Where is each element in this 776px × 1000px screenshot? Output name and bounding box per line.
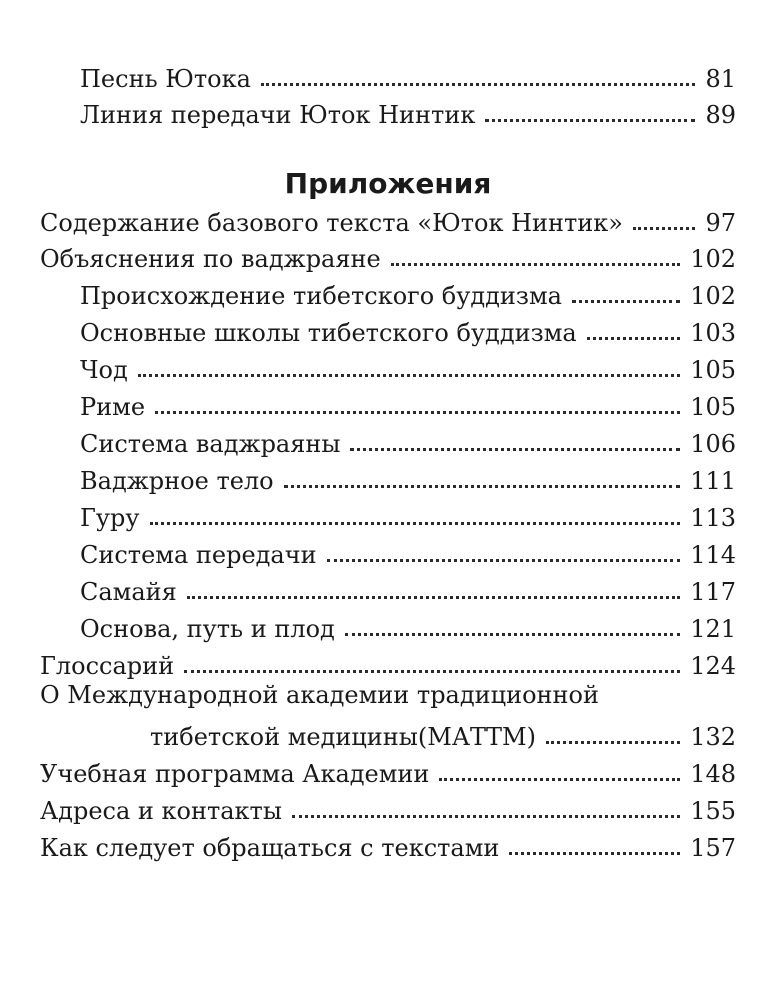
dot-leader — [587, 337, 681, 340]
toc-entry-page: 114 — [690, 541, 736, 569]
toc-entry-title: Система передачи — [80, 541, 317, 569]
toc-entry-page: 157 — [690, 834, 736, 862]
dot-leader — [155, 411, 680, 414]
toc-entry-page: 89 — [705, 101, 736, 129]
toc-entry-title: Чод — [80, 356, 128, 384]
toc-entry-page: 105 — [690, 356, 736, 384]
toc-entry — [40, 827, 736, 863]
dot-leader — [350, 448, 680, 451]
toc-entry-title: Основа, путь и плод — [80, 615, 335, 643]
toc-entry — [40, 202, 736, 238]
dot-leader — [345, 633, 680, 636]
toc-entry-page: 102 — [690, 282, 736, 310]
toc-entry-page: 155 — [690, 797, 736, 825]
toc-entry — [80, 58, 736, 94]
dot-leader — [284, 485, 681, 488]
dot-leader — [292, 815, 680, 818]
dot-leader — [150, 522, 681, 525]
toc-entry-title: Содержание базового текста «Юток Нинтик» — [40, 209, 623, 237]
toc-entry-page: 81 — [705, 65, 736, 93]
dot-leader — [485, 119, 695, 122]
toc-entry — [80, 312, 736, 348]
dot-leader — [391, 263, 680, 266]
toc-entry — [80, 608, 736, 644]
toc-entry — [40, 645, 736, 681]
toc-entry — [40, 790, 736, 826]
toc-entry-page: 113 — [690, 504, 736, 532]
toc-entry-title: Линия передачи Юток Нинтик — [80, 101, 476, 129]
dot-leader — [572, 300, 680, 303]
toc-entry-page: 117 — [690, 578, 736, 606]
toc-entry-title: Самайя — [80, 578, 177, 606]
dot-leader — [261, 83, 696, 86]
section-heading: Приложения — [284, 167, 492, 200]
dot-leader — [439, 778, 680, 781]
toc-entry-title: Учебная программа Академии — [40, 760, 430, 788]
dot-leader — [633, 227, 695, 230]
dot-leader — [138, 374, 680, 377]
toc-entry — [40, 753, 736, 789]
toc-entry-title: Как следует обращаться с текстами — [40, 834, 500, 862]
toc-entry-page: 97 — [705, 209, 736, 237]
toc-entry-title: Система ваджраяны — [80, 430, 341, 458]
toc-entry-title: Песнь Ютока — [80, 65, 251, 93]
toc-entry-title: Риме — [80, 393, 146, 421]
dot-leader — [187, 596, 680, 599]
toc-entry-page: 102 — [690, 245, 736, 273]
dot-leader — [327, 559, 681, 562]
toc-entry-title: Основные школы тибетского буддизма — [80, 319, 577, 347]
toc-entry-title-line1: О Международной академии традиционной — [40, 681, 599, 709]
toc-entry — [80, 460, 736, 496]
toc-entry-title: Гуру — [80, 504, 140, 532]
toc-entry — [40, 238, 736, 274]
toc-entry — [80, 94, 736, 130]
toc-entry — [80, 275, 736, 311]
toc-entry-title: Глоссарий — [40, 652, 175, 680]
toc-entry — [80, 571, 736, 607]
toc-entry-title-line2: тибетской медицины(МАТТМ) — [150, 723, 536, 751]
toc-entry — [80, 423, 736, 459]
toc-entry-page: 106 — [690, 430, 736, 458]
toc-entry-page: 111 — [690, 467, 736, 495]
toc-entry — [80, 497, 736, 533]
dot-leader — [509, 852, 680, 855]
toc-entry — [150, 716, 736, 752]
toc-entry-title: Происхождение тибетского буддизма — [80, 282, 562, 310]
toc-entry — [80, 349, 736, 385]
toc-entry — [80, 534, 736, 570]
toc-entry-title: Объяснения по ваджраяне — [40, 245, 381, 273]
toc-entry-page: 121 — [690, 615, 736, 643]
toc-entry-page: 148 — [690, 760, 736, 788]
toc-entry-page: 105 — [690, 393, 736, 421]
dot-leader — [546, 741, 680, 744]
toc-entry-page: 103 — [690, 319, 736, 347]
toc-entry-page: 132 — [690, 723, 736, 751]
dot-leader — [184, 670, 680, 673]
toc-entry-title: Адреса и контакты — [40, 797, 282, 825]
toc-entry-page: 124 — [690, 652, 736, 680]
toc-entry — [80, 386, 736, 422]
toc-entry-title: Ваджрное тело — [80, 467, 274, 495]
